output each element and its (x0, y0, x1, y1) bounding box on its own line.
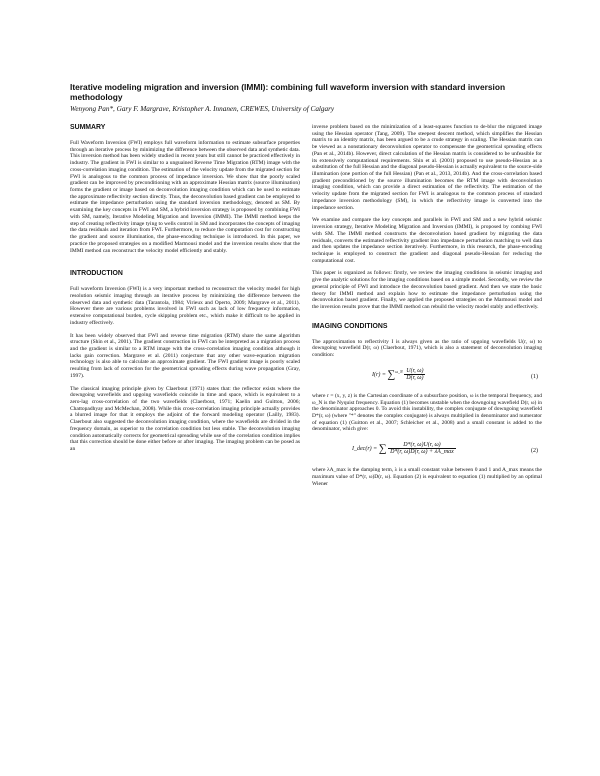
equation-2 (312, 439, 542, 467)
sum-symbol-2: ∑ (378, 442, 387, 455)
intro-paragraph-2: It has been widely observed that FWI and reverse time migration (RTM) share the same algorithm structure (Shin et al., 2001). The gradient construction in FWI can be interpreted as a migration process and the gradient is similar to a RTM image with the cross-correlation imaging condition although it lacks gain correction. Margrave et al. (2011) conjecture that any other wave-equation migration technology is also able to calculate an approximate gradient. The FWI gradient image is poorly scaled resulting from lack of correction for the geometrical spreading effects during wave propagation (Gray, 1997). (70, 332, 300, 379)
imaging-conditions-heading: IMAGING CONDITIONS (312, 322, 388, 330)
right-column (312, 124, 542, 493)
eq1-lhs: I(r) = (372, 371, 386, 378)
right-paragraph-1: inverse problem based on the minimization of a least-squares function to de-blur the migrated image using the Hessian operator (Tang, 2009). The steepest descent method, which simplifies the Hessian matrix to an identity matrix, has been argued to be a crude strategy in scaling. The Hessian matrix can be viewed as a nonstationary deconvolution operator to compensate the geometrical spreading effects (Pan et al., 2014b). However, direct calculation of the Hessian matrix is considered to be unfeasible for its extensively computational requirements. Shin et al. (2001) proposed to use pseudo-Hessian as a substitution of the full Hessian and the diagonal pseudo-Hessian is actually equivalent to the source-side illumination (one portion of the full Hessian) (Pan et al., 2013, 2014b). And the cross-correlation based gradient preconditioned by the source illumination becomes the RTM image with deconvolution imaging condition, which can provide a direct estimation of the reflectivity. The estimation of the velocity update from the migrated section for FWI is analogous to the common process of standard impedance inversion methodology (SM), in which the reflectivity image is converted into the impedance section. (312, 124, 542, 211)
imaging-paragraph-3: where λA_max is the damping term, λ is a small constant value between 0 and 1 and A_max means the maximum value of D*(r, ω)D(r, ω). Equation (2) is equivalent to equation (1) multiplied by an optimal Wiener (312, 467, 542, 487)
eq1-denominator: D(r, ω) (406, 374, 424, 381)
eq2-lhs: I_dec(r) = (352, 446, 378, 453)
eq1-label: (1) (531, 373, 538, 380)
summary-heading: SUMMARY (70, 124, 106, 131)
introduction-heading: INTRODUCTION (70, 270, 123, 278)
imaging-paragraph-1: The approximation to reflectivity I is always given as the ratio of upgoing wavefields U(r, ω) to downgoing wavefield D(r, ω) (Claerbout, 1971), which is also a statement of deconvolution imaging condition: (312, 338, 542, 359)
eq2-numerator: D*(r, ω)U(r, ω) (388, 442, 456, 449)
paper-authors: Wenyong Pan*, Gary F. Margrave, Kristopher A. Innanen, CREWES, University of Calgary (70, 105, 335, 113)
intro-paragraph-1: Full waveform Inversion (FWI) is a very important method to reconstruct the velocity model for high resolution seismic imaging through an iterative process by minimizing the difference between the observed data and synthetic data (Tarantola, 1984; Virieux and Operto, 2009; Margrave et al., 2011). However there are various problems involved in FWI such as lack of low frequency information, extensive computational burden, cycle skipping problem etc., which make it difficult to be applied in industry effectively. (70, 286, 300, 326)
equation-1 (312, 365, 542, 393)
eq1-numerator: U(r, ω) (406, 367, 424, 374)
right-paragraph-2: We examine and compare the key concepts and parallels in FWI and SM and a new hybrid seismic inversion strategy, Iterative Modeling Migration and Inversion (IMMI), is proposed by combing FWI with SM. The IMMI method constructs the deconvolution based gradient by migrating the data residuals, converts the estimated reflectivity gradient into impedance perturbation matching to well data and then updates the impedance section iteratively. Furthermore, in this research, the phase-encoding technique is employed to construct the gradient and diagonal pseudo-Hessian for reducing the computational cost. (312, 217, 542, 264)
eq1-sum-limit: ω_N (395, 368, 403, 374)
left-column (70, 124, 300, 459)
sum-symbol: ∑ (387, 368, 396, 381)
imaging-paragraph-2: where r = (x, y, z) is the Cartesian coordinate of a subsurface position, ω is the temporal frequency, and ω_N is the Nyquist frequency. Equation (1) becomes unstable when the downgoing wavefield D(r, ω) in the denominator approaches 0. To avoid this instability, the complex conjugate of downgoing wavefield D*(r, ω) (where "*" denotes the complex conjugate) is always multiplied in denominator and numerator of equation (1) (Guitton et al., 2007; Schleicher et al., 2008) and a small constant is added to the denominator, which give: (312, 392, 542, 433)
right-paragraph-3: This paper is organized as follows: firstly, we review the imaging conditions in seismic imaging and give the analytic solutions for the imaging conditions based on a simple model. Secondly, we review the general principle of FWI and introduce the deconvolution based gradient. And then we state the basic theory for IMMI method and explain how to estimate the impedance perturbation using the deconvolution based gradient. Finally, we applied the proposed strategies on the Marmousi model and the inversion results prove that the IMMI method can rebuild the velocity model stably and effectively. (312, 270, 542, 310)
summary-paragraph: Full Waveform Inversion (FWI) employs full waveform information to estimate subsurface properties through an iterative process by minimizing the difference between the observed data and synthetic data. This inversion method has been widely studied in recent years but still cannot be practiced effectively in industry. The gradient in FWI is similar to a unguained Reverse Time Migration (RTM) image with the cross-correlation imaging condition. The estimation of the velocity update from the migrated section for FWI is analogous to the common process of impedance inversion. We show that the poorly scaled gradient can be improved by preconditioning with an approximate Hessian matrix (source illumination) forms the gradient or image based on deconvolution imaging condition which can be used to estimate the approximate reflectivity section directly. Thus, the deconvolution based gradient can be employed to estimate the impedance perturbation using the standard inversion methodology, denoted as SM. By examining the key concepts in FWI and SM, a hybrid inversion strategy is proposed by combining FWI with SM, namely, Iterative Modeling Migration and Inversion (IMMI). The IMMI method keeps the step of creating reflectivity image tying to wells control in SM and incorporates the concepts of imaging the data residuals and iteration from FWI. Furthermore, to reduce the computation cost for constructing the gradient and source illumination, the phase-encoding technique is introduced. In this paper, we practice the proposed strategies on a modified Marmousi model and the inversion results show that the IMMI method can reconstruct the velocity model efficiently and stably. (70, 140, 300, 254)
eq2-denominator: D*(r, ω)D(r, ω) + λA_max (390, 449, 454, 456)
eq2-label: (2) (531, 448, 538, 455)
paper-title: Iterative modeling migration and inversion (IMMI): combining full waveform inversion with standard inversion methodology (70, 82, 506, 103)
intro-paragraph-3: The classical imaging principle given by Claerbout (1971) states that: the reflector exists where the downgoing wavefields and upgoing wavefields coincide in time and space, which is equivalent to a zero-lag cross-correlation of the two wavefields (Claerbout, 1971; Kaelin and Guitton, 2006; Chattopadhyay and McMechan, 2008). While this cross-correlation imaging principle actually provides a blurred image for that it employs the adjoint of the forward modeling operator (Lailly, 1983). Claerbout also suggested the deconvolution imaging condition, where the wavefields are divided in the frequency domain, as superior to the correlation condition but less stable. The deconvolution imaging condition automatically corrects for geometrical spreading while use of the correlation condition implies that this correction should be done either before or after imaging. The imaging problem can be posed as an (70, 385, 301, 453)
